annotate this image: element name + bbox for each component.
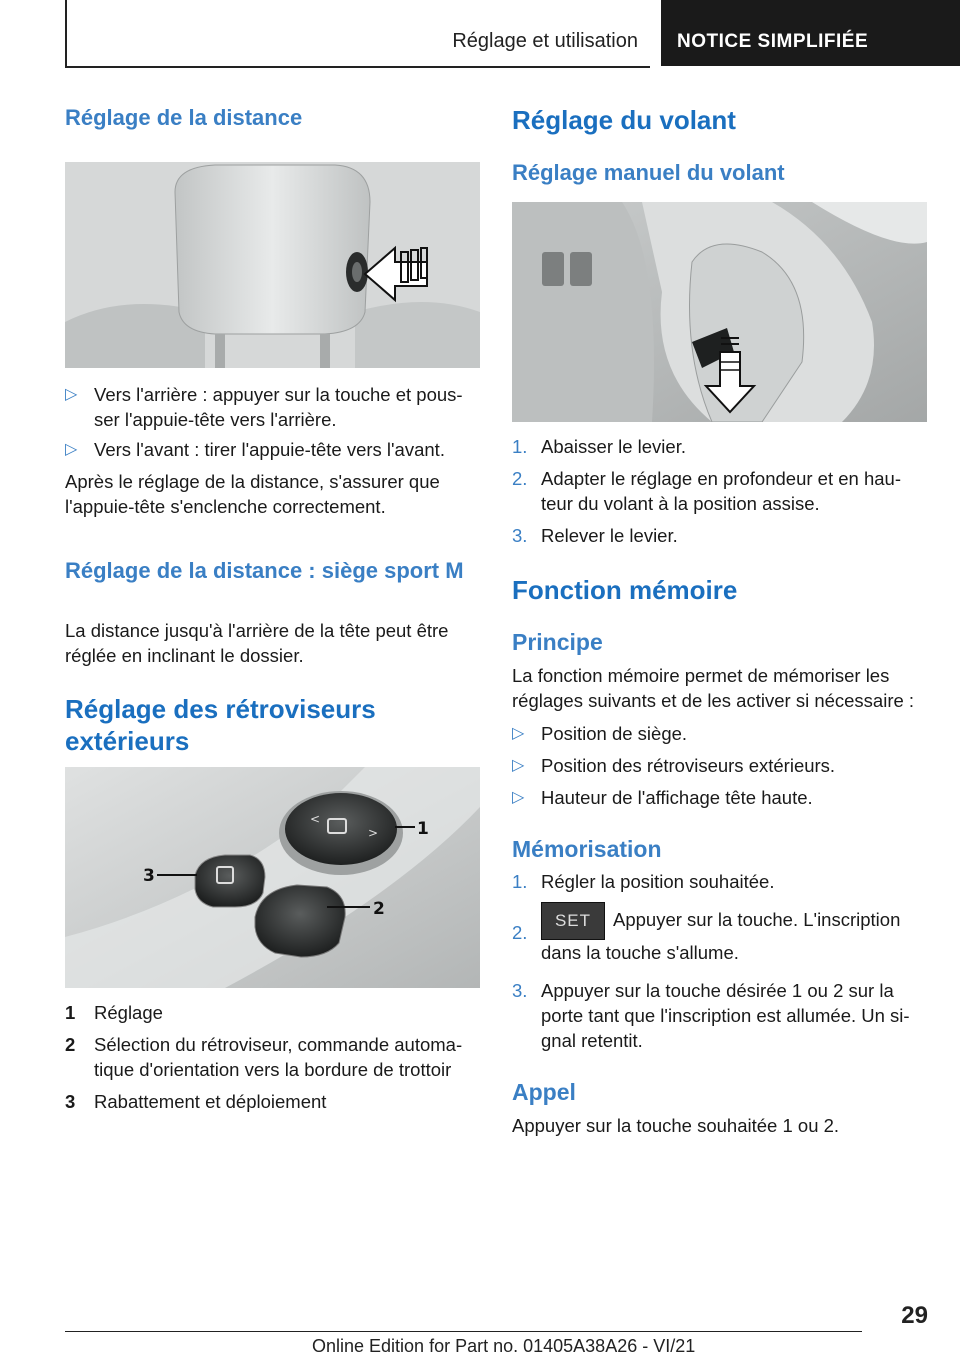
list-item: ▷ Hauteur de l'affichage tête haute. xyxy=(512,787,813,808)
svg-text:<: < xyxy=(310,812,321,826)
steering-lever-illustration xyxy=(512,202,927,422)
principle-text: La fonction mémoire permet de mémoriser les réglages suivants et de les activer si nécessaire : xyxy=(512,665,915,711)
svg-text:>: > xyxy=(368,826,379,840)
heading-manual-steering: Réglage manuel du volant xyxy=(512,160,785,185)
mirror-control-illustration xyxy=(65,767,480,988)
callout-2: 2 xyxy=(373,899,385,919)
set-button-icon: SET xyxy=(541,902,605,940)
legend-item: 3 Rabattement et déploiement xyxy=(65,1091,327,1112)
steering-lever-image xyxy=(512,202,927,422)
recall-text: Appuyer sur la touche souhaitée 1 ou 2. xyxy=(512,1115,840,1136)
header-chapter-box xyxy=(65,0,650,68)
distance-note: Après le réglage de la distance, s'assurer que l'appuie-tête s'enclenche correctement. xyxy=(65,471,440,517)
headrest-illustration xyxy=(65,162,480,368)
triangle-bullet-icon: ▷ xyxy=(65,441,78,458)
heading-steering-wheel: Réglage du volant xyxy=(512,105,736,135)
heading-recall: Appel xyxy=(512,1079,576,1105)
list-item: 3. Relever le levier. xyxy=(512,525,678,546)
page-number: 29 xyxy=(901,1302,928,1329)
triangle-bullet-icon: ▷ xyxy=(65,386,78,403)
headrest-image xyxy=(65,162,480,368)
list-item: 1. Régler la position souhaitée. xyxy=(512,871,775,892)
chapter-title: Réglage et utilisation xyxy=(452,30,638,52)
callout-1: 1 xyxy=(417,819,429,839)
section-tab xyxy=(661,0,960,66)
heading-distance: Réglage de la distance xyxy=(65,105,303,130)
heading-principle: Principe xyxy=(512,629,603,655)
footer-edition: Online Edition for Part no. 01405A38A26 - VI/21 xyxy=(312,1336,696,1356)
sport-text: La distance jusqu'à l'arrière de la tête peut être réglée en inclinant le dossier. xyxy=(65,620,449,666)
triangle-bullet-icon: ▷ xyxy=(512,789,525,806)
triangle-bullet-icon: ▷ xyxy=(512,757,525,774)
list-item: 2. SET Appuyer sur la touche. L'inscription dans la touche s'allume. xyxy=(512,902,927,965)
heading-memory-function: Fonction mémoire xyxy=(512,575,738,605)
list-item: 3. Appuyer sur la touche désirée 1 ou 2 sur la porte tant que l'inscription est allumée. Un si-gnal retentit. xyxy=(512,980,910,1051)
legend-item: 1 Réglage xyxy=(65,1002,163,1023)
footer-divider xyxy=(65,1331,862,1332)
list-item: 2. Adapter le réglage en profondeur et en hau-teur du volant à la position assise. xyxy=(512,468,901,514)
triangle-bullet-icon: ▷ xyxy=(512,725,525,742)
list-item: ▷ Vers l'avant : tirer l'appuie-tête vers l'avant. xyxy=(65,439,445,460)
heading-sport-seat: Réglage de la distance : siège sport M xyxy=(65,558,464,583)
legend-item: 2 Sélection du rétroviseur, commande automa-tique d'orientation vers la bordure de trottoir xyxy=(65,1034,463,1080)
callout-3: 3 xyxy=(143,866,155,886)
heading-memorisation: Mémorisation xyxy=(512,836,662,862)
list-item: 1. Abaisser le levier. xyxy=(512,436,686,457)
list-item: ▷ Vers l'arrière : appuyer sur la touche et pous-ser l'appuie-tête vers l'arrière. xyxy=(65,384,463,430)
section-title: NOTICE SIMPLIFIÉE xyxy=(677,31,869,52)
list-item: ▷ Position de siège. xyxy=(512,723,688,744)
mirror-control-image xyxy=(65,767,480,988)
list-item: ▷ Position des rétroviseurs extérieurs. xyxy=(512,755,836,776)
heading-mirrors: Réglage des rétroviseurs extérieurs xyxy=(65,694,376,756)
